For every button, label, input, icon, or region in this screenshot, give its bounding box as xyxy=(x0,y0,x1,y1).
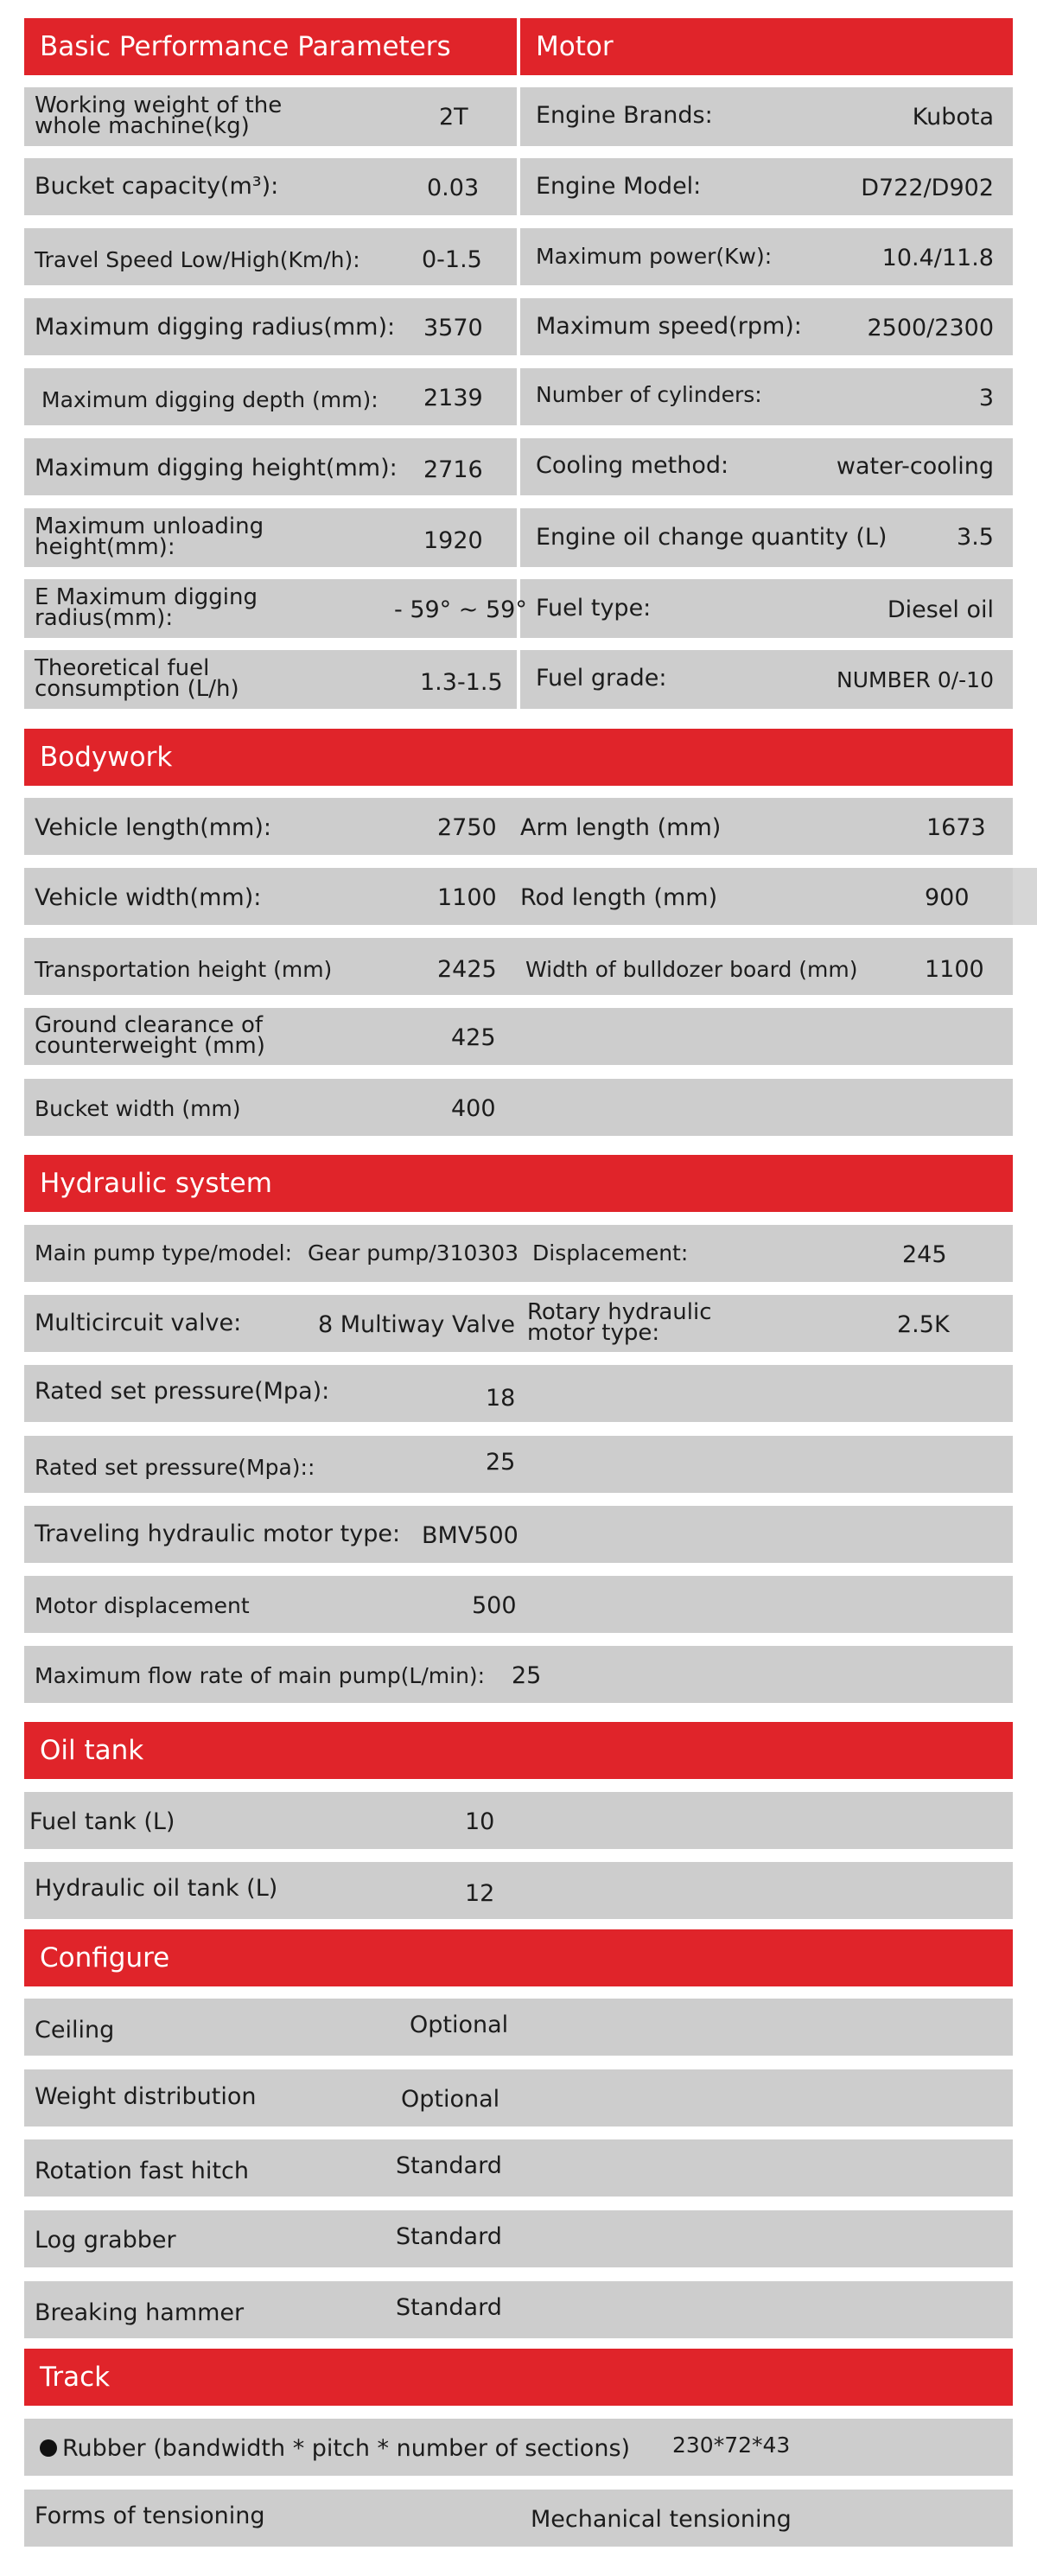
spec-label: Fuel grade: xyxy=(536,665,667,692)
spec-value: 2500/2300 xyxy=(867,315,994,341)
spec-row xyxy=(24,508,1013,567)
spec-value: 2425 xyxy=(437,956,497,983)
section-title-basic: Basic Performance Parameters xyxy=(40,31,451,62)
spec-row xyxy=(24,87,1013,146)
spec-value: Optional xyxy=(410,2012,509,2038)
column-divider xyxy=(517,508,520,567)
spec-label: Multicircuit valve: xyxy=(35,1310,242,1336)
spec-value: D722/D902 xyxy=(861,175,994,201)
spec-row xyxy=(24,1792,1013,1849)
spec-value: Diesel oil xyxy=(887,596,994,623)
spec-label: Ceiling xyxy=(35,2017,115,2044)
spec-label: Rotary hydraulic motor type: xyxy=(527,1299,712,1346)
spec-row xyxy=(24,1225,1013,1282)
spec-row xyxy=(24,1999,1013,2056)
spec-label: Theoretical fuel consumption (L/h) xyxy=(35,655,239,702)
spec-row xyxy=(24,158,1013,215)
spec-value: 425 xyxy=(451,1024,496,1051)
spec-row xyxy=(24,938,1013,995)
spec-row xyxy=(24,1295,1013,1352)
spec-row xyxy=(24,1436,1013,1493)
spec-label: Transportation height (mm) xyxy=(35,957,333,982)
spec-value: Gear pump/310303 xyxy=(308,1240,519,1266)
spec-label: Engine oil change quantity (L) xyxy=(536,524,887,551)
spec-value: 400 xyxy=(451,1095,496,1122)
spec-value: Standard xyxy=(396,2294,502,2321)
spec-value: 8 Multiway Valve xyxy=(318,1311,515,1338)
spec-value: Optional xyxy=(401,2086,500,2113)
column-divider xyxy=(517,368,520,425)
spec-label: Rubber (bandwidth * pitch * number of sections) xyxy=(62,2435,631,2462)
section-header-configure xyxy=(24,1929,1013,1986)
spec-value: Standard xyxy=(396,2152,502,2179)
spec-value: 0-1.5 xyxy=(422,246,482,273)
spec-value: 1100 xyxy=(437,884,497,911)
spec-label: Vehicle length(mm): xyxy=(35,814,271,841)
spec-label: Maximum flow rate of main pump(L/min): xyxy=(35,1663,486,1688)
spec-value: 3.5 xyxy=(957,524,994,551)
section-title-track: Track xyxy=(40,2362,111,2393)
spec-label: Width of bulldozer board (mm) xyxy=(525,957,858,982)
spec-label: Hydraulic oil tank (L) xyxy=(35,1875,278,1902)
spec-value: BMV500 xyxy=(422,1522,518,1549)
spec-value: 25 xyxy=(512,1662,542,1689)
spec-row xyxy=(24,2069,1013,2126)
spec-value: 500 xyxy=(472,1592,517,1619)
section-header-basic xyxy=(24,18,517,75)
spec-label: Number of cylinders: xyxy=(536,382,762,407)
spec-value: Mechanical tensioning xyxy=(531,2506,792,2533)
spec-value: - 59° ~ 59° xyxy=(394,596,527,623)
spec-label: Bucket width (mm) xyxy=(35,1096,241,1121)
spec-value: 3 xyxy=(978,385,994,411)
bullet-dot-icon xyxy=(40,2439,57,2457)
spec-label: Cooling method: xyxy=(536,452,729,479)
spec-value: 230*72*43 xyxy=(672,2433,791,2458)
spec-label: Rod length (mm) xyxy=(520,884,718,911)
spec-value: 1673 xyxy=(926,814,986,841)
spec-row xyxy=(24,1079,1013,1136)
spec-row xyxy=(24,1646,1013,1703)
spec-row xyxy=(24,1365,1013,1422)
spec-row xyxy=(24,2490,1013,2547)
column-divider xyxy=(517,298,520,355)
row-overflow-strip xyxy=(1013,868,1037,925)
section-header-oil-tank xyxy=(24,1722,1013,1779)
spec-label: Main pump type/model: xyxy=(35,1240,293,1266)
spec-value: 900 xyxy=(925,884,970,911)
spec-label: Fuel tank (L) xyxy=(29,1808,175,1835)
spec-label: Vehicle width(mm): xyxy=(35,884,262,911)
spec-label: Traveling hydraulic motor type: xyxy=(35,1521,401,1547)
section-header-motor xyxy=(520,18,1013,75)
column-divider xyxy=(517,650,520,709)
spec-label: Arm length (mm) xyxy=(520,814,722,841)
spec-row xyxy=(24,868,1013,925)
spec-value: NUMBER 0/-10 xyxy=(837,667,994,692)
spec-row xyxy=(24,2419,1013,2476)
spec-label: Maximum power(Kw): xyxy=(536,244,773,269)
spec-row xyxy=(24,368,1013,425)
spec-row xyxy=(24,1506,1013,1563)
spec-value: 2.5K xyxy=(897,1311,950,1338)
spec-row xyxy=(24,2281,1013,2338)
spec-row xyxy=(24,1576,1013,1633)
spec-value: 1.3-1.5 xyxy=(420,669,503,696)
spec-row xyxy=(24,2139,1013,2197)
spec-label: Rated set pressure(Mpa): xyxy=(35,1378,330,1405)
spec-value: 2T xyxy=(439,104,468,131)
spec-row xyxy=(24,1862,1013,1919)
spec-value: 25 xyxy=(486,1449,516,1476)
column-divider xyxy=(517,228,520,285)
spec-value: 1920 xyxy=(423,527,483,554)
spec-label: Engine Brands: xyxy=(536,102,713,129)
section-header-hydraulic xyxy=(24,1155,1013,1212)
spec-value: Standard xyxy=(396,2223,502,2250)
spec-label: E Maximum digging radius(mm): xyxy=(35,584,258,631)
spec-label: Displacement: xyxy=(532,1240,689,1266)
spec-label: Motor displacement xyxy=(35,1593,250,1618)
spec-label: Maximum digging radius(mm): xyxy=(35,314,396,341)
section-title-motor: Motor xyxy=(536,31,614,62)
spec-value: 18 xyxy=(486,1385,516,1412)
spec-value: Kubota xyxy=(912,104,994,131)
spec-row xyxy=(24,438,1013,495)
column-divider xyxy=(517,438,520,495)
section-title-configure: Configure xyxy=(40,1942,170,1973)
spec-label-wrapper xyxy=(40,2435,631,2462)
section-title-oil-tank: Oil tank xyxy=(40,1735,144,1766)
spec-label: Log grabber xyxy=(35,2227,176,2254)
spec-label: Rotation fast hitch xyxy=(35,2158,249,2184)
spec-label: Breaking hammer xyxy=(35,2299,245,2326)
column-divider xyxy=(517,158,520,215)
spec-label: Maximum digging height(mm): xyxy=(35,455,398,481)
spec-value: 245 xyxy=(902,1241,947,1268)
column-divider xyxy=(517,87,520,146)
spec-value: 0.03 xyxy=(427,175,480,201)
spec-value: 12 xyxy=(465,1880,495,1907)
spec-row xyxy=(24,579,1013,638)
spec-label: Maximum digging depth (mm): xyxy=(41,387,379,412)
spec-label: Working weight of the whole machine(kg) xyxy=(35,92,283,139)
spec-label: Forms of tensioning xyxy=(35,2503,265,2529)
spec-value: 2750 xyxy=(437,814,497,841)
spec-label: Fuel type: xyxy=(536,595,652,622)
spec-label: Rated set pressure(Mpa):: xyxy=(35,1455,315,1480)
spec-row xyxy=(24,798,1013,855)
spec-value: 10 xyxy=(465,1808,495,1835)
spec-value: 2139 xyxy=(423,385,483,411)
spec-label: Bucket capacity(m³): xyxy=(35,173,279,200)
section-title-hydraulic: Hydraulic system xyxy=(40,1168,272,1199)
spec-row xyxy=(24,650,1013,709)
spec-row xyxy=(24,298,1013,355)
spec-label: Travel Speed Low/High(Km/h): xyxy=(35,247,360,272)
spec-row xyxy=(24,2210,1013,2267)
spec-row xyxy=(24,228,1013,285)
spec-label: Maximum unloading height(mm): xyxy=(35,513,264,560)
spec-value: water-cooling xyxy=(836,453,994,480)
section-title-bodywork: Bodywork xyxy=(40,742,173,773)
spec-value: 10.4/11.8 xyxy=(881,245,994,271)
spec-label: Ground clearance of counterweight (mm) xyxy=(35,1012,265,1059)
spec-label: Weight distribution xyxy=(35,2083,257,2110)
section-header-track xyxy=(24,2349,1013,2406)
spec-value: 3570 xyxy=(423,315,483,341)
spec-value: 1100 xyxy=(925,956,984,983)
spec-value: 2716 xyxy=(423,456,483,483)
spec-row xyxy=(24,1008,1013,1065)
section-header-bodywork xyxy=(24,729,1013,786)
spec-label: Engine Model: xyxy=(536,173,702,200)
spec-label: Maximum speed(rpm): xyxy=(536,313,802,340)
